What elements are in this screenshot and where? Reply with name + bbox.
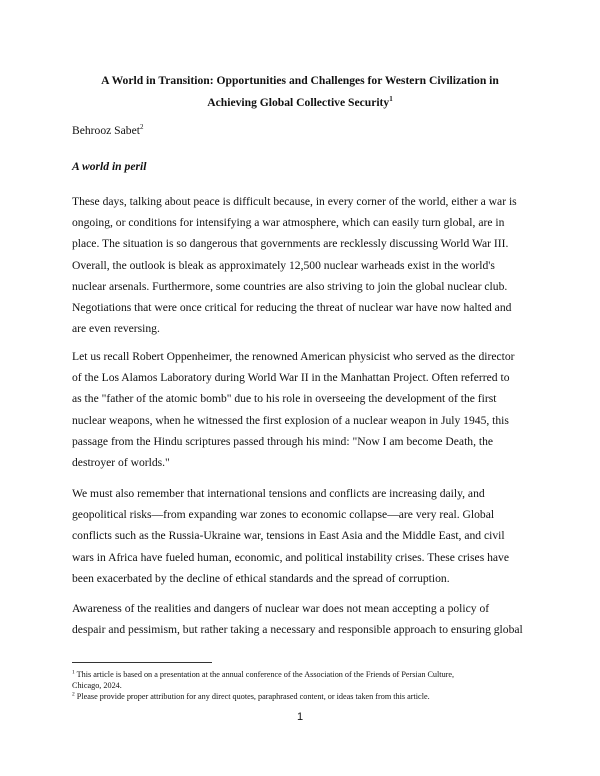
paragraph-line: passage from the Hindu scriptures passed through his mind: "Now I am become Death, the (72, 434, 494, 448)
paragraph-3 (72, 483, 532, 589)
paragraph-line: been exacerbated by the decline of ethical standards and the spread of corruption. (72, 571, 450, 585)
title-line-1: A World in Transition: Opportunities and Challenges for Western Civilization in (101, 74, 499, 87)
paragraph-line: Overall, the outlook is bleak as approximately 12,500 nuclear warheads exist in the world's (72, 258, 495, 272)
paragraph-2 (72, 346, 532, 473)
author-line (72, 123, 143, 139)
footnote-2-marker: 2 (72, 691, 75, 698)
paragraph-line: ongoing, or conditions for intensifying a war atmosphere, which can easily turn global, are in (72, 216, 505, 230)
author-footnote-marker[interactable]: 2 (139, 123, 144, 132)
paragraph-line: nuclear arsenals. Furthermore, some countries are also striving to join the global nuclear club. (72, 279, 508, 293)
paragraph-line: These days, talking about peace is difficult because, in every corner of the world, either a war is (72, 195, 517, 208)
paragraph-line: conflicts such as the Russia-Ukraine war, tensions in East Asia and the Middle East, and civil (72, 529, 505, 543)
paragraph-line: destroyer of worlds." (72, 456, 170, 470)
author-name: Behrooz Sabet (72, 124, 140, 137)
paragraph-4 (72, 598, 532, 640)
paragraph-line: Awareness of the realities and dangers of nuclear war does not mean accepting a policy of (72, 602, 490, 615)
paragraph-1 (72, 191, 532, 339)
title-line-2 (72, 92, 528, 114)
footnotes (72, 669, 532, 702)
footnote-1 (72, 669, 532, 680)
footnote-2-text: Please provide proper attribution for any direct quotes, paraphrased content, or ideas taken from this article. (76, 692, 430, 701)
title-footnote-marker[interactable]: 1 (389, 95, 393, 104)
paragraph-line: geopolitical risks—from expanding war zones to economic collapse—are very real. Global (72, 508, 495, 522)
footnote-2 (72, 691, 532, 702)
paragraph-line: place. The situation is so dangerous that governments are recklessly discussing World War III. (72, 237, 509, 251)
paragraph-line: Let us recall Robert Oppenheimer, the renowned American physicist who served as the director (72, 350, 515, 363)
paragraph-line: We must also remember that international tensions and conflicts are increasing daily, and (72, 487, 485, 500)
footnote-1-marker: 1 (72, 669, 75, 676)
paragraph-line: Negotiations that were once critical for reducing the threat of nuclear war have now halted and (72, 301, 512, 315)
paragraph-line: despair and pessimism, but rather taking a necessary and responsible approach to ensuring global (72, 623, 523, 637)
document-title (72, 70, 528, 114)
footnote-divider (72, 662, 212, 663)
footnote-1-text: This article is based on a presentation at the annual conference of the Association of the Friends of Persian Culture, (76, 670, 455, 679)
section-heading: A world in peril (72, 160, 147, 173)
title-line-2-text: Achieving Global Collective Security (207, 96, 390, 109)
paragraph-line: are even reversing. (72, 322, 160, 336)
footnote-1-continuation: Chicago, 2024. (72, 681, 122, 690)
paragraph-line: wars in Africa have fueled human, economic, and political instability crises. These crises have (72, 550, 509, 564)
paragraph-line: of the Los Alamos Laboratory during World War II in the Manhattan Project. Often referred to (72, 371, 510, 385)
paragraph-line: as the "father of the atomic bomb" due to his role in overseeing the development of the first (72, 392, 497, 406)
paragraph-line: nuclear weapons, when he witnessed the first explosion of a nuclear weapon in July 1945, this (72, 413, 509, 427)
page-number: 1 (296, 711, 304, 723)
